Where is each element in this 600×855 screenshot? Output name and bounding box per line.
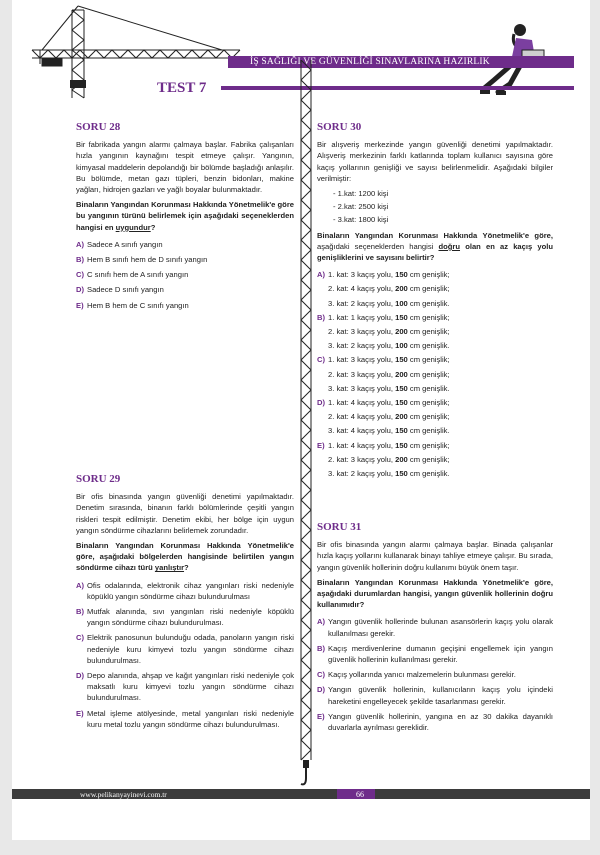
q30-option-c[interactable] bbox=[317, 354, 553, 394]
q31-option-b[interactable] bbox=[317, 643, 553, 665]
option-letter bbox=[317, 326, 328, 337]
q31-heading: SORU 31 bbox=[317, 521, 362, 533]
option-row bbox=[317, 454, 553, 465]
row-prefix: 2. kat: 3 kaçış yolu, bbox=[328, 327, 396, 337]
page-number: 66 bbox=[356, 790, 364, 799]
row-suffix: cm genişlik; bbox=[407, 270, 450, 280]
option-row-text bbox=[328, 440, 450, 451]
q29-question-text: Binaların Yangından Korunması Hakkında Yönetmelik'e göre, aşağıdaki bölgelerden hangisinde belirtilen yangın söndürme cihazı türü bbox=[76, 541, 294, 573]
q31-option-d[interactable] bbox=[317, 684, 553, 706]
option-letter bbox=[317, 283, 328, 294]
option-text: C sınıfı hem de A sınıfı yangın bbox=[87, 270, 189, 280]
option-letter: C) bbox=[76, 270, 85, 280]
row-suffix: cm genişlik. bbox=[407, 298, 450, 308]
q28-option-c[interactable] bbox=[76, 269, 294, 280]
row-prefix: 1. kat: 4 kaçış yolu, bbox=[328, 440, 396, 450]
option-letter: A) bbox=[76, 239, 85, 249]
option-text: Sadece D sınıfı yangın bbox=[87, 285, 164, 295]
q28-heading: SORU 28 bbox=[76, 121, 121, 133]
option-letter: B) bbox=[317, 643, 326, 653]
option-row-text bbox=[328, 340, 450, 351]
option-letter bbox=[317, 298, 328, 309]
option-row-text bbox=[328, 283, 450, 294]
q30-option-a[interactable] bbox=[317, 269, 553, 309]
row-width-value: 200 bbox=[395, 369, 408, 379]
row-width-value: 150 bbox=[395, 440, 408, 450]
option-row-text bbox=[328, 383, 450, 394]
q28-option-e[interactable] bbox=[76, 300, 294, 311]
option-letter bbox=[317, 411, 328, 422]
option-letter bbox=[317, 369, 328, 380]
option-row bbox=[317, 468, 553, 479]
q28-option-d[interactable] bbox=[76, 284, 294, 295]
row-width-value: 150 bbox=[395, 355, 408, 365]
row-prefix: 2. kat: 4 kaçış yolu, bbox=[328, 284, 396, 294]
banner-text: İŞ SAĞLIĞI VE GÜVENLİĞİ SINAVLARINA HAZIRLIK bbox=[250, 57, 490, 67]
option-row-text bbox=[328, 411, 450, 422]
row-width-value: 200 bbox=[395, 454, 408, 464]
option-row-text bbox=[328, 468, 450, 479]
row-suffix: cm genişlik; bbox=[407, 454, 450, 464]
row-prefix: 2. kat: 3 kaçış yolu, bbox=[328, 369, 396, 379]
q28-option-b[interactable] bbox=[76, 254, 294, 265]
option-text: Hem B sınıfı hem de D sınıfı yangın bbox=[87, 255, 208, 265]
row-prefix: 1. kat: 4 kaçış yolu, bbox=[328, 398, 396, 408]
q28-question-emphasis: uygundur bbox=[115, 222, 151, 232]
row-width-value: 100 bbox=[395, 298, 408, 308]
crane-illustration bbox=[12, 0, 242, 100]
row-prefix: 1. kat: 1 kaçış yolu, bbox=[328, 312, 396, 322]
row-prefix: 2. kat: 3 kaçış yolu, bbox=[328, 454, 396, 464]
q29-option-c[interactable] bbox=[76, 632, 294, 666]
q30-question-end: olan en az kaçış yolu genişliklerini ve sayısını belirtir? bbox=[317, 241, 554, 263]
option-letter bbox=[317, 340, 328, 351]
option-row bbox=[317, 411, 553, 422]
row-width-value: 200 bbox=[395, 412, 408, 422]
option-letter: A) bbox=[317, 270, 326, 280]
option-row bbox=[317, 369, 553, 380]
option-letter: C) bbox=[76, 633, 85, 643]
option-row-text bbox=[328, 369, 450, 380]
q29-option-d[interactable] bbox=[76, 670, 294, 704]
q31-option-a[interactable] bbox=[317, 616, 553, 638]
option-row-text bbox=[328, 326, 450, 337]
q30-options bbox=[317, 269, 553, 479]
option-row bbox=[317, 440, 553, 451]
q31-question: Binaların Yangından Korunması Hakkında Yönetmelik'e göre, aşağıdaki durumlardan hangisi, yangın güvenlik hollerinin doğru kullanımıdır? bbox=[317, 577, 553, 610]
floor-item: - 3.kat: 1800 kişi bbox=[333, 215, 389, 225]
q31-text: Bir ofis binasında yangın alarmı çalmaya başlar. Binada çalışanlar hızla kaçış yollarını kullanarak binayı tahliye etmeye çalışır. Bu sırada, yangın güvenlik hollerinin doğru kullanımı büyük önem taşır. bbox=[317, 540, 553, 572]
option-letter bbox=[317, 425, 328, 436]
row-prefix: 3. kat: 2 kaçış yolu, bbox=[328, 469, 396, 479]
row-suffix: cm genişlik. bbox=[407, 426, 450, 436]
crane-mast-hook-illustration bbox=[297, 60, 315, 790]
option-letter bbox=[317, 383, 328, 394]
floor-item: - 2.kat: 2500 kişi bbox=[333, 202, 389, 212]
option-text: Yangın güvenlik hollerinin, kullanıcıların kaçış yolu içindeki hareketini engelleyecek şekilde tasarlanması gerekir. bbox=[328, 685, 553, 706]
option-row bbox=[317, 425, 553, 436]
row-prefix: 1. kat: 3 kaçış yolu, bbox=[328, 270, 396, 280]
option-letter: E) bbox=[317, 711, 325, 721]
series-banner bbox=[228, 56, 574, 68]
option-letter: B) bbox=[317, 312, 326, 322]
row-suffix: cm genişlik; bbox=[407, 398, 450, 408]
q28-question-end: ? bbox=[150, 222, 156, 232]
option-text: Sadece A sınıfı yangın bbox=[87, 239, 163, 249]
option-row-text bbox=[328, 354, 450, 365]
q30-heading: SORU 30 bbox=[317, 121, 362, 133]
q29-question-end: ? bbox=[184, 563, 189, 573]
option-text: Kaçış merdivenlerine dumanın geçişini engellemek için yangın güvenlik hollerinin kullanılması gerekir. bbox=[328, 643, 553, 665]
q31-option-c[interactable] bbox=[317, 669, 553, 680]
floor-item: - 1.kat: 1200 kişi bbox=[333, 189, 389, 199]
title-rule bbox=[221, 86, 574, 90]
q29-question bbox=[76, 540, 294, 574]
row-suffix: cm genişlik; bbox=[407, 355, 450, 365]
option-row-text bbox=[328, 397, 450, 408]
q30-option-d[interactable] bbox=[317, 397, 553, 437]
q30-question-text: Binaların Yangından Korunması Hakkında Yönetmelik'e göre, bbox=[317, 230, 553, 240]
option-letter bbox=[317, 454, 328, 465]
test-title: TEST 7 bbox=[157, 80, 207, 96]
option-row bbox=[317, 340, 553, 351]
option-letter: D) bbox=[317, 398, 326, 408]
option-letter: C) bbox=[317, 355, 326, 365]
option-letter: B) bbox=[76, 255, 85, 265]
question-30 bbox=[317, 122, 553, 482]
q30-question-normal: aşağıdaki seçeneklerden hangisi bbox=[317, 241, 439, 251]
option-row-text bbox=[328, 312, 450, 323]
option-row bbox=[317, 283, 553, 294]
q28-text: Bir fabrikada yangın alarmı çalmaya başlar. Fabrika çalışanları hızla yangının kaynağını tespit etmeye çalışır. Yangının, kimyasal maddelerin depolandığı bir bölümde başladığı anlaşılır. Bu bölümde, metan gazı tüpleri, benzin bidonları, makine yağları, hidrojen gazları ve yağlı boyalar bulunmaktadır. bbox=[76, 140, 294, 195]
q28-option-a[interactable] bbox=[76, 239, 294, 250]
option-row-text bbox=[328, 454, 450, 465]
q28-question-text: Binaların Yangından Korunması Hakkında Yönetmelik'e göre bu yangının türünü belirlemek için aşağıdaki seçeneklerden hangisi en bbox=[76, 200, 294, 232]
q31-option-e[interactable] bbox=[317, 711, 553, 733]
question-31 bbox=[317, 522, 553, 737]
question-28 bbox=[76, 122, 294, 315]
q29-heading: SORU 29 bbox=[76, 473, 121, 485]
option-row bbox=[317, 354, 553, 365]
option-row bbox=[317, 312, 553, 323]
option-letter: D) bbox=[76, 285, 85, 295]
publisher-url[interactable]: www.pelikanyayinevi.com.tr bbox=[80, 790, 167, 799]
row-width-value: 150 bbox=[395, 383, 408, 393]
option-letter: E) bbox=[317, 440, 325, 450]
option-row bbox=[317, 298, 553, 309]
q29-option-e[interactable] bbox=[76, 708, 294, 730]
option-text: Kaçış yollarında yanıcı malzemelerin bulunması gerekir. bbox=[328, 670, 516, 680]
row-suffix: cm genişlik; bbox=[407, 369, 450, 379]
row-prefix: 3. kat: 2 kaçış yolu, bbox=[328, 298, 396, 308]
row-width-value: 200 bbox=[395, 284, 408, 294]
option-letter: E) bbox=[76, 708, 84, 718]
q29-option-b[interactable] bbox=[76, 606, 294, 628]
row-width-value: 100 bbox=[395, 341, 408, 351]
option-row bbox=[317, 383, 553, 394]
question-29 bbox=[76, 474, 294, 734]
option-letter: D) bbox=[317, 685, 326, 695]
option-text: Elektrik panosunun bulunduğu odada, panoların yangın riski nedeniyle kuru kimyevi tozlu yangın söndürme cihazı bulundurulması. bbox=[87, 633, 294, 665]
row-prefix: 1. kat: 3 kaçış yolu, bbox=[328, 355, 396, 365]
option-text: Metal işleme atölyesinde, metal yangınları riski nedeniyle kuru metal tozlu yangın söndürme cihazı bulundurulması. bbox=[87, 708, 294, 729]
q30-question-emphasis: doğru bbox=[438, 241, 461, 251]
option-text: Depo alanında, ahşap ve kağıt yangınları riski nedeniyle çok maksatlı kuru kimyevi tozlu yangın söndürme cihazı bulundurulması. bbox=[87, 671, 294, 703]
row-width-value: 150 bbox=[395, 398, 408, 408]
q28-question bbox=[76, 199, 294, 233]
option-text: Yangın güvenlik hollerinin, yangına en az 30 dakika dayanıklı duvarlarla ayrılması gereklidir. bbox=[328, 711, 553, 733]
option-letter: E) bbox=[76, 300, 84, 310]
option-letter: C) bbox=[317, 670, 326, 680]
row-suffix: cm genişlik; bbox=[407, 284, 450, 294]
row-width-value: 150 bbox=[395, 312, 408, 322]
option-text: Hem B hem de C sınıfı yangın bbox=[87, 300, 189, 310]
row-width-value: 150 bbox=[395, 426, 408, 436]
row-suffix: cm genişlik. bbox=[407, 341, 450, 351]
option-row-text bbox=[328, 425, 450, 436]
q29-text: Bir ofis binasında yangın güvenliği denetimi yapılmaktadır. Denetim sırasında, binanın farklı bölümlerinde çeşitli yangın riskleri tespit edilmiştir. Denetim ekibi, her bölge için uygun yangın söndürme cihazlarını belirlemek zorundadır. bbox=[76, 492, 294, 535]
option-letter: D) bbox=[76, 671, 85, 681]
row-width-value: 150 bbox=[395, 270, 408, 280]
option-text: Mutfak alanında, sıvı yangınları riski nedeniyle köpüklü yangın söndürme cihazı bulundurulması. bbox=[87, 607, 294, 628]
option-letter: A) bbox=[76, 580, 85, 590]
option-row bbox=[317, 326, 553, 337]
q30-text: Bir alışveriş merkezinde yangın güvenliği denetimi yapılmaktadır. Alışveriş merkezinin farklı katlarında toplam kullanıcı sayısına göre kaçış yollarının genişliği ve sayısı belirlenmelidir. Aşağıdaki bilgiler verilmiştir: bbox=[317, 140, 553, 183]
row-suffix: cm genişlik. bbox=[407, 469, 450, 479]
q30-option-b[interactable] bbox=[317, 312, 553, 352]
book-page bbox=[12, 0, 590, 840]
option-text: Ofis odalarında, elektronik cihaz yangınları riski nedeniyle köpüklü yangın söndürme cihazı bulundurulması bbox=[87, 580, 294, 601]
row-prefix: 3. kat: 3 kaçış yolu, bbox=[328, 383, 396, 393]
row-prefix: 2. kat: 4 kaçış yolu, bbox=[328, 412, 396, 422]
row-width-value: 200 bbox=[395, 327, 408, 337]
q30-option-e[interactable] bbox=[317, 440, 553, 480]
option-letter: A) bbox=[317, 617, 326, 627]
row-width-value: 150 bbox=[395, 469, 408, 479]
row-suffix: cm genişlik; bbox=[407, 412, 450, 422]
row-prefix: 3. kat: 2 kaçış yolu, bbox=[328, 341, 396, 351]
option-row bbox=[317, 397, 553, 408]
row-suffix: cm genişlik; bbox=[407, 440, 450, 450]
option-letter: B) bbox=[76, 607, 85, 617]
q30-question bbox=[317, 230, 553, 264]
q29-option-a[interactable] bbox=[76, 580, 294, 602]
row-suffix: cm genişlik; bbox=[407, 312, 450, 322]
row-suffix: cm genişlik. bbox=[407, 383, 450, 393]
option-row-text bbox=[328, 298, 450, 309]
row-suffix: cm genişlik; bbox=[407, 327, 450, 337]
row-prefix: 3. kat: 4 kaçış yolu, bbox=[328, 426, 396, 436]
option-row bbox=[317, 269, 553, 280]
option-row-text bbox=[328, 269, 450, 280]
q30-floor-list bbox=[333, 188, 553, 226]
option-letter bbox=[317, 468, 328, 479]
option-text: Yangın güvenlik hollerinde bulunan asansörlerin kaçış yolu olarak kullanılması gerekir. bbox=[328, 617, 553, 638]
q29-question-emphasis: yanlıştır bbox=[154, 563, 185, 573]
